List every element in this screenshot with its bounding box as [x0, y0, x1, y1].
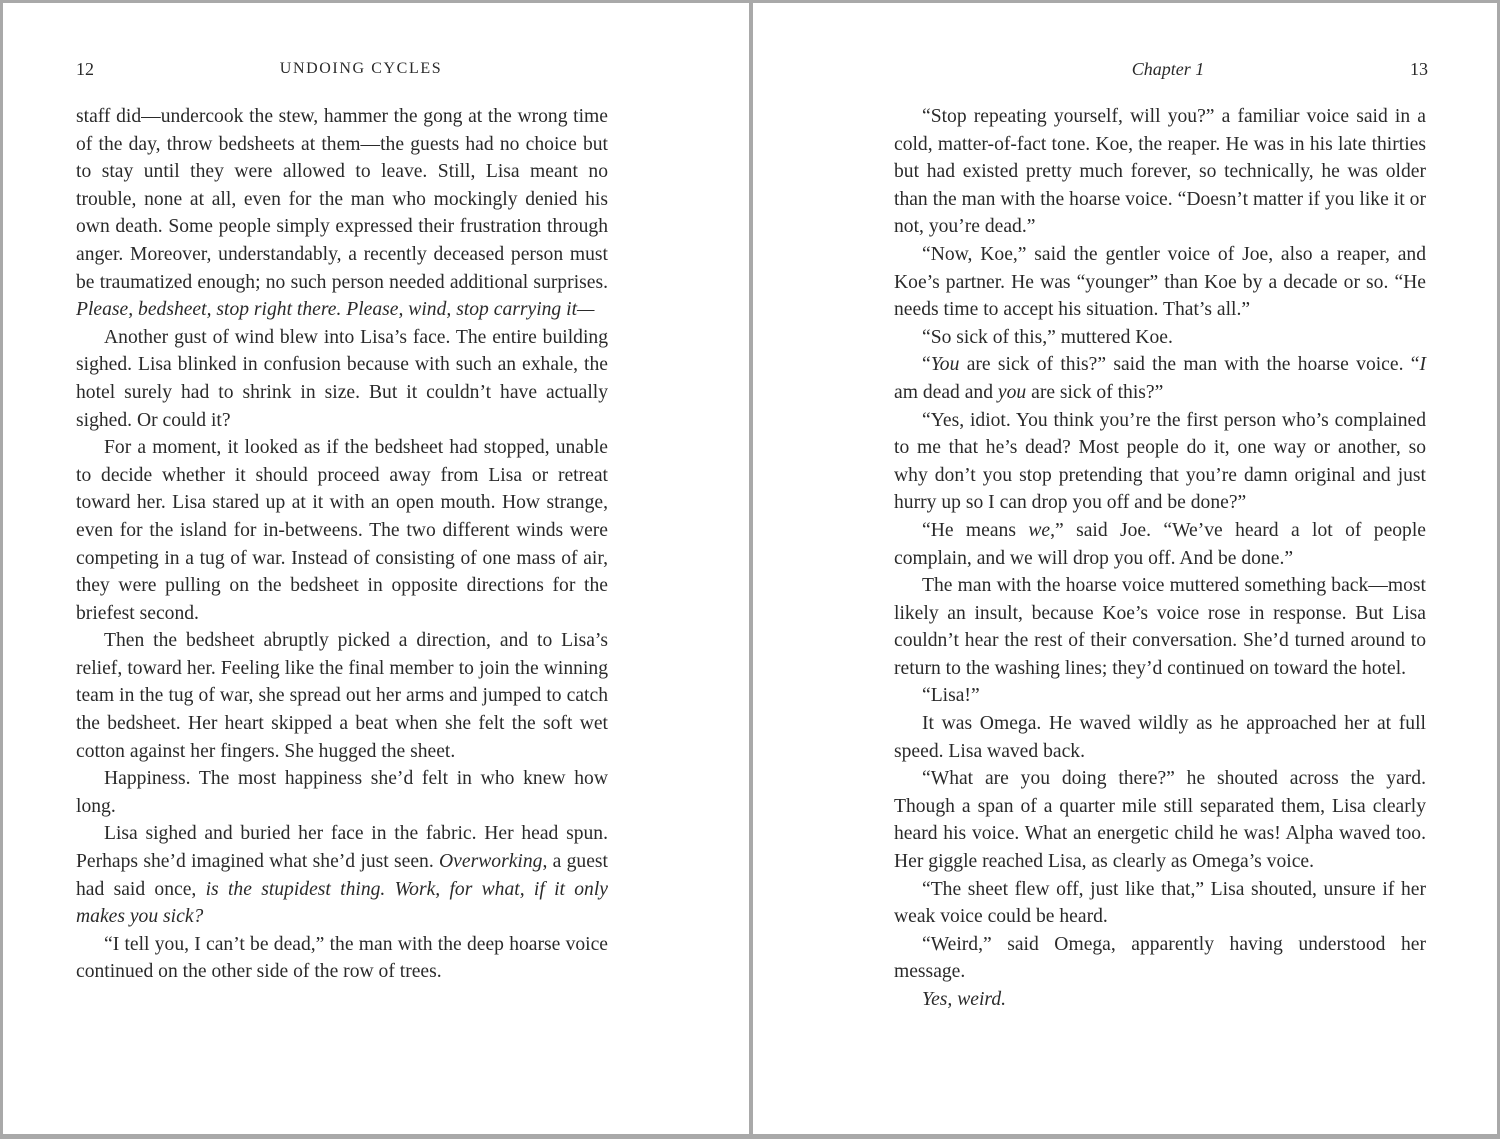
paragraph [894, 241, 1426, 324]
paragraph [894, 324, 1426, 352]
page-number: 12 [76, 59, 94, 79]
running-head-chapter: Chapter 1 [1131, 59, 1205, 79]
italic-text: You [930, 354, 960, 376]
paragraph [76, 820, 608, 930]
paragraph [76, 324, 608, 434]
text-run: “Now, Koe,” said the gentler voice of Joe, also a reaper, and Koe’s partner. He was “younger” than Koe by a decade or so. “He needs time to accept his situation. That’s all.” [894, 243, 1426, 321]
text-run: For a moment, it looked as if the bedsheet had stopped, unable to decide whether it should proceed away from Lisa or retreat toward her. Lisa stared up at it with an open mouth. How strange, even for the island for in-betweens. The two different winds were competing in a tug of war. Instead of consisting of one mass of air, they were pulling on the bedsheet in opposite directions for the briefest second. [76, 437, 608, 624]
left-page [3, 3, 749, 1134]
italic-text: Overworking [439, 851, 543, 873]
paragraph [894, 682, 1426, 710]
text-run: “The sheet flew off, just like that,” Lisa shouted, unsure if her weak voice could be heard. [894, 878, 1426, 928]
text-run: “He means [922, 519, 1029, 541]
text-run: “Lisa!” [922, 685, 980, 707]
paragraph [76, 627, 608, 765]
page-number: 13 [1410, 59, 1428, 79]
paragraph [894, 765, 1426, 875]
italic-text: we [1028, 519, 1051, 541]
paragraph [894, 517, 1426, 572]
text-run: “ [922, 354, 931, 376]
text-run: are sick of this?” [1026, 381, 1164, 403]
text-run: “Yes, idiot. You think you’re the first person who’s complained to me that he’s dead? Most people do it, one way or another, so why don’t you stop pretending that you’re damn original and just hurry up so I can drop you off and be done?” [894, 409, 1426, 514]
running-head-book-title: UNDOING CYCLES [279, 60, 443, 77]
paragraph [894, 986, 1426, 1014]
italic-text: you [997, 381, 1027, 403]
text-run: are sick of this?” said the man with the hoarse voice. “ [959, 354, 1420, 376]
italic-text: Yes, weird. [922, 989, 1007, 1010]
paragraph [76, 765, 608, 820]
paragraph [76, 103, 608, 324]
text-run: “Stop repeating yourself, will you?” a familiar voice said in a cold, matter-of-fact tone. Koe, the reaper. He was in his late thirties but had existed pretty much forever, so technically, he was older than the man with the hoarse voice. “Doesn’t matter if you like it or not, you’re dead.” [894, 106, 1426, 238]
text-run: “What are you doing there?” he shouted across the yard. Though a span of a quarter mile still separated them, Lisa clearly heard his voice. What an energetic child he was! Alpha waved too. Her giggle reached Lisa, as clearly as Omega’s voice. [894, 768, 1426, 873]
text-run: am dead and [894, 381, 998, 403]
text-run: , a guest had said once, [76, 851, 608, 900]
right-page [753, 3, 1497, 1134]
paragraph [894, 407, 1426, 517]
paragraph [76, 434, 608, 627]
text-run: staff did—undercook the stew, hammer the gong at the wrong time of the day, throw bedsheets at them—the guests had no choice but to stay until they were allowed to leave. Still, Lisa meant no trouble, none at all, even for the man who mockingly denied his own death. Some people simply expressed their frustration through anger. Moreover, understandably, a recently deceased person must be traumatized enough; no such person needed additional surprises. [76, 106, 608, 293]
paragraph [894, 876, 1426, 931]
paragraph [894, 351, 1426, 406]
body-text [76, 103, 608, 986]
text-run: Another gust of wind blew into Lisa’s face. The entire building sighed. Lisa blinked in confusion because with such an exhale, the hotel surely had to shrink in size. But it couldn’t have actually sighed. Or could it? [76, 326, 608, 431]
italic-text: is the stupidest thing. Work, for what, if it only makes you sick? [76, 878, 608, 928]
text-run: “I tell you, I can’t be dead,” the man with the deep hoarse voice continued on the other side of the row of trees. [76, 933, 608, 983]
text-run: “Weird,” said Omega, apparently having understood her message. [894, 933, 1426, 983]
paragraph [76, 931, 608, 986]
paragraph [894, 931, 1426, 986]
italic-text: Please, bedsheet, stop right there. Please, wind, stop carrying it— [76, 299, 595, 321]
text-run: It was Omega. He waved wildly as he approached her at full speed. Lisa waved back. [894, 713, 1426, 762]
body-text [894, 103, 1426, 1014]
text-run: Lisa sighed and buried her face in the fabric. Her head spun. Perhaps she’d imagined what she’d just seen. [76, 823, 608, 873]
text-run: “So sick of this,” muttered Koe. [922, 326, 1173, 348]
italic-text: I [1419, 354, 1426, 376]
paragraph [894, 710, 1426, 765]
text-run: Happiness. The most happiness she’d felt in who knew how long. [76, 768, 608, 817]
paragraph [894, 103, 1426, 241]
text-run: ,” said Joe. “We’ve heard a lot of people complain, and we will drop you off. And be done.” [894, 519, 1426, 569]
text-run: The man with the hoarse voice muttered something back—most likely an insult, because Koe’s voice rose in response. But Lisa couldn’t hear the rest of their conversation. She’d turned around to return to the washing lines; they’d continued on toward the hotel. [894, 575, 1426, 679]
text-run: Then the bedsheet abruptly picked a direction, and to Lisa’s relief, toward her. Feeling like the final member to join the winning team in the tug of war, she spread out her arms and jumped to catch the bedsheet. Her heart skipped a beat when she felt the soft wet cotton against her fingers. She hugged the sheet. [76, 630, 608, 762]
paragraph [894, 572, 1426, 682]
